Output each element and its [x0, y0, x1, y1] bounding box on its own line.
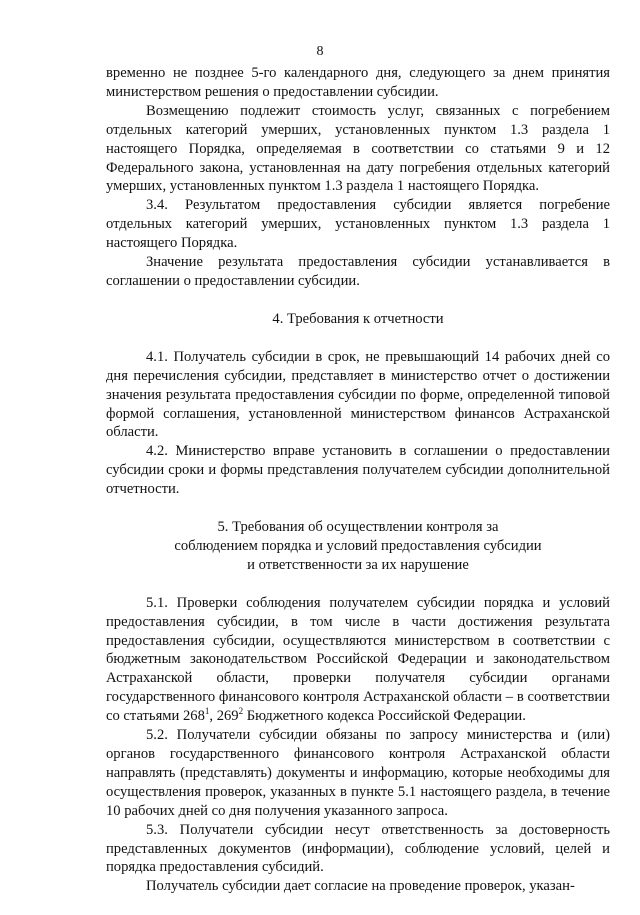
paragraph-text: 5.1. Проверки соблюдения получателем субсидии порядка и условий предоставления субсидии, в том числе в части достижения результата предоставления субсидии, осуществляются министерством в соответствии с бюджетным законодательством Российской Федерации и законодательством Астраханской области, проверки получателя субсидии органами государственного финансового контроля Астраханской области – в соответствии со статьями 268 [106, 594, 610, 725]
paragraph: 5.2. Получатели субсидии обязаны по запросу министерства и (или) органов государственного финансового контроля Астраханской области направлять (представлять) документы и информацию, которые необходимы для осуществления проверок, указанных в пункте 5.1 настоящего раздела, в течение 10 рабочих дней со дня получения указанного запроса. [106, 727, 610, 819]
heading-line: и ответственности за их нарушение [247, 556, 469, 573]
paragraph: 3.4. Результатом предоставления субсидии является погребение отдельных категорий умерших, установленных пунктом 1.3 раздела 1 настоящего Порядка. [106, 197, 610, 252]
paragraph-5-1 [106, 594, 610, 726]
page-number: 8 [316, 44, 324, 59]
superscript: 2 [238, 706, 244, 717]
superscript: 1 [204, 706, 210, 717]
paragraph-text: , 269 [209, 708, 239, 725]
spacer [106, 329, 610, 348]
paragraph: временно не позднее 5-го календарного дня, следующего за днем принятия министерством решения о предоставлении субсидии. [106, 65, 610, 100]
paragraph: Возмещению подлежит стоимость услуг, связанных с погребением отдельных категорий умерших, установленных пунктом 1.3 раздела 1 настоящего Порядка, определяемая в соответствии со статьями 9 и 12 Федерального закона, установленная на дату погребения отдельных категорий умерших, установленных пунктом 1.3 раздела 1 настоящего Порядка. [106, 102, 610, 195]
spacer [106, 499, 610, 518]
paragraph: 4.2. Министерство вправе установить в соглашении о предоставлении субсидии сроки и формы представления получателем субсидии дополнительной отчетности. [106, 443, 610, 498]
spacer [106, 575, 610, 594]
paragraph: 4.1. Получатель субсидии в срок, не превышающий 14 рабочих дней со дня перечисления субсидии, представляет в министерство отчет о достижении значения результата предоставления субсидии по форме, определенной типовой формой соглашения, установленной министерством финансов Астраханской области. [106, 348, 610, 441]
paragraph: Получатель субсидии дает согласие на проведение проверок, указан- [146, 878, 575, 895]
paragraph-text: Бюджетного кодекса Российской Федерации. [243, 708, 526, 725]
heading-line: 5. Требования об осуществлении контроля за [217, 519, 499, 536]
document-body [106, 64, 610, 896]
heading-line: соблюдением порядка и условий предоставления субсидии [174, 537, 542, 554]
paragraph: 5.3. Получатели субсидии несут ответственность за достоверность представленных документов (информации), соблюдение условий, целей и порядка предоставления субсидий. [106, 821, 610, 876]
section-5-heading [106, 518, 610, 575]
paragraph: Значение результата предоставления субсидии устанавливается в соглашении о предоставлении субсидии. [106, 254, 610, 289]
spacer [106, 291, 610, 310]
section-4-heading: 4. Требования к отчетности [272, 310, 444, 327]
